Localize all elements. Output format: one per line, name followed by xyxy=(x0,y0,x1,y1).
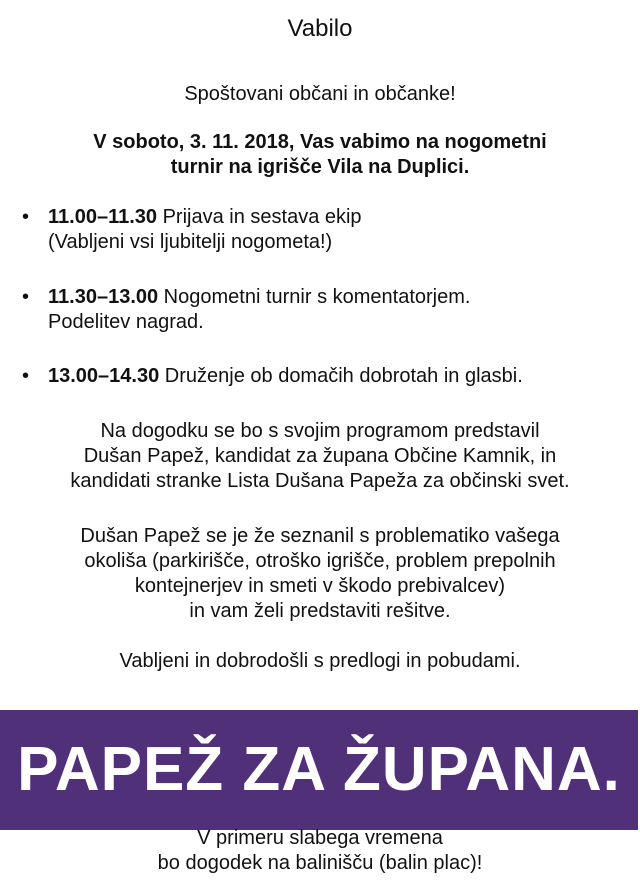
schedule-desc: Nogometni turnir s komentatorjem. xyxy=(158,286,471,308)
paragraph-issues xyxy=(0,524,640,624)
text-line: Dušan Papež se je že seznanil s problematiko vašega xyxy=(80,525,560,547)
banner-slogan: PAPEŽ ZA ŽUPANA. xyxy=(17,735,621,804)
text-line: Na dogodku se bo s svojim programom predstavil xyxy=(100,420,540,442)
text-line: okoliša (parkirišče, otroško igrišče, problem prepolnih xyxy=(84,550,556,572)
lead-text xyxy=(0,130,640,180)
campaign-banner xyxy=(0,710,638,830)
bullet-icon: • xyxy=(22,365,30,387)
text-line: kontejnerjev in smeti v škodo prebivalcev) xyxy=(134,575,506,597)
schedule-time: 11.30–13.00 xyxy=(48,286,159,308)
schedule-time: 11.00–11.30 xyxy=(48,206,158,228)
text-line: Dušan Papež, kandidat za župana Občine Kamnik, in xyxy=(83,445,557,467)
lead-line: V soboto, 3. 11. 2018, Vas vabimo na nogometni xyxy=(93,131,547,153)
schedule-desc: Druženje ob domačih dobrotah in glasbi. xyxy=(159,365,523,387)
bullet-icon: • xyxy=(22,206,30,228)
text-line: in vam želi predstaviti rešitve. xyxy=(189,600,451,622)
closing-text: Vabljeni in dobrodošli s predlogi in pobudami. xyxy=(119,650,521,672)
text-line: kandidati stranke Lista Dušana Papeža za občinski svet. xyxy=(70,470,570,492)
schedule-desc: Prijava in sestava ekip xyxy=(157,206,362,228)
lead-line: turnir na igrišče Vila na Duplici. xyxy=(170,156,470,178)
schedule-time: 13.00–14.30 xyxy=(48,365,160,387)
text-line: bo dogodek na balinišču (balin plac)! xyxy=(157,852,483,874)
greeting: Spoštovani občani in občanke! xyxy=(184,83,456,105)
schedule-desc: (Vabljeni vsi ljubitelji nogometa!) xyxy=(48,231,333,253)
bullet-icon: • xyxy=(22,286,30,308)
paragraph-candidate xyxy=(0,419,640,494)
page-title: Vabilo xyxy=(287,15,353,42)
text-line: V primeru slabega vremena xyxy=(197,827,443,849)
schedule-desc: Podelitev nagrad. xyxy=(48,311,204,333)
footer-note xyxy=(0,826,640,876)
